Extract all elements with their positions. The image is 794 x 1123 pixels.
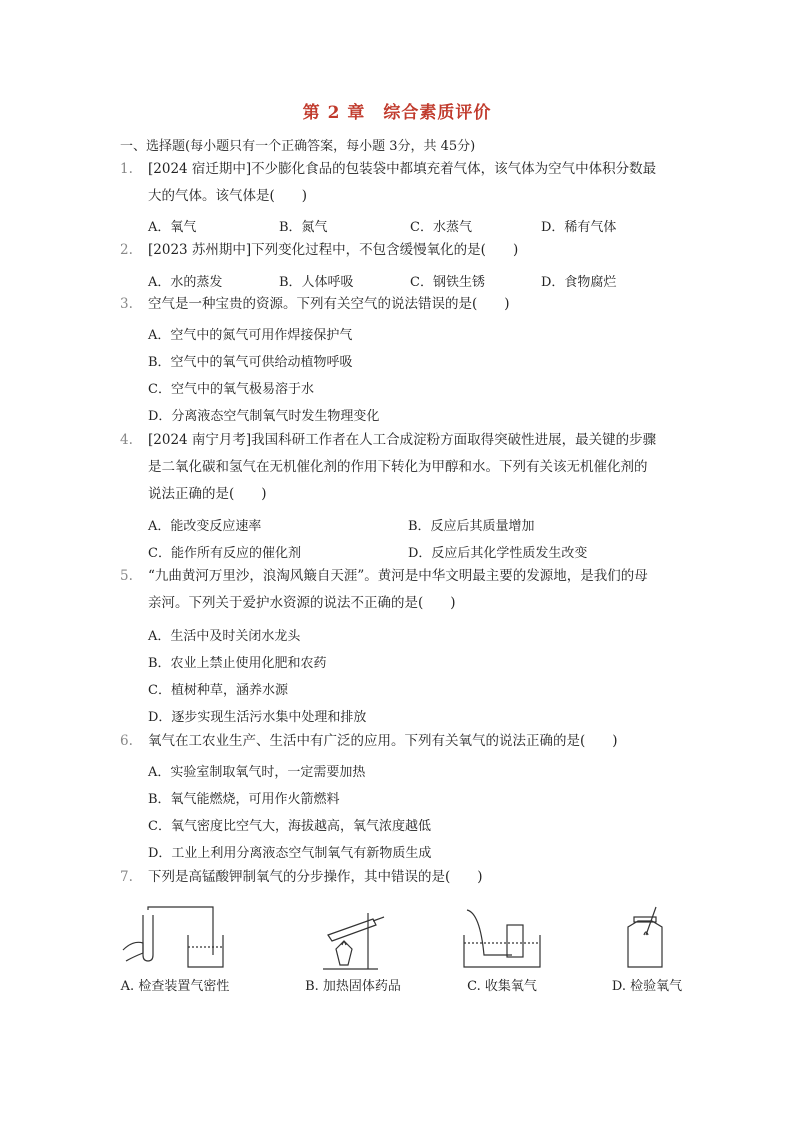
option-c: C．能作所有反应的催化剂 <box>148 546 301 561</box>
question-4 <box>120 427 680 454</box>
option-d: D．逐步实现生活污水集中处理和排放 <box>148 710 367 725</box>
airtightness-check-figure <box>118 905 228 973</box>
question-stem-cont: 是二氧化碳和氢气在无机催化剂的作用下转化为甲醇和水。下列有关该无机催化剂的 <box>148 459 648 475</box>
option-c: C．氧气密度比空气大，海拔越高，氧气浓度越低 <box>148 819 431 834</box>
question-stem: [2023 苏州期中]下列变化过程中，不包含缓慢氧化的是( ) <box>148 242 519 258</box>
options-row <box>148 542 587 561</box>
question-stem-cont: 亲河。下列关于爱护水资源的说法不正确的是( ) <box>148 595 456 611</box>
option-d: D．分离液态空气制氧气时发生物理变化 <box>148 409 380 424</box>
option-a: A．氧气 <box>148 220 197 235</box>
question-stem: 氧气在工农业生产、生活中有广泛的应用。下列有关氧气的说法正确的是( ) <box>148 733 618 749</box>
question-5 <box>120 563 680 590</box>
question-number: 3. <box>120 296 133 312</box>
option-c: C．植树种草，涵养水源 <box>148 683 288 698</box>
option-a: A．实验室制取氧气时，一定需要加热 <box>148 765 366 780</box>
question-stem: [2024 宿迁期中]不少膨化食品的包装袋中都填充着气体，该气体为空气中体积分数最 <box>148 161 657 177</box>
option-d: D．反应后其化学性质发生改变 <box>408 546 588 561</box>
question-number: 1. <box>120 161 133 177</box>
question-number: 6. <box>120 733 133 749</box>
option-d: D．食物腐烂 <box>541 275 617 290</box>
options-row <box>148 216 616 235</box>
option-b: B．农业上禁止使用化肥和农药 <box>148 656 327 671</box>
option-b: B．氮气 <box>279 220 328 235</box>
figure-caption-b: B. 加热固体药品 <box>305 979 401 994</box>
question-stem-cont: 大的气体。该气体是( ) <box>148 188 308 204</box>
question-stem: 空气是一种宝贵的资源。下列有关空气的说法错误的是( ) <box>148 296 510 312</box>
option-d: D．工业上利用分离液态空气制氧气有新物质生成 <box>148 846 432 861</box>
question-stem-cont: 说法正确的是( ) <box>148 486 267 502</box>
question-2 <box>120 237 680 264</box>
question-3 <box>120 291 680 318</box>
question-number: 4. <box>120 432 133 448</box>
option-c: C．水蒸气 <box>410 220 472 235</box>
figure-caption-d: D. 检验氧气 <box>611 979 683 994</box>
option-c: C．钢铁生锈 <box>410 275 485 290</box>
test-oxygen-figure <box>620 905 680 973</box>
option-a: A．水的蒸发 <box>148 275 223 290</box>
question-number: 7. <box>120 869 133 885</box>
question-number: 5. <box>120 568 133 584</box>
option-a: A．生活中及时关闭水龙头 <box>148 629 301 644</box>
option-a: A．能改变反应速率 <box>148 519 262 534</box>
question-stem: [2024 南宁月考]我国科研工作者在人工合成淀粉方面取得突破性进展，最关键的步骤 <box>148 432 657 448</box>
option-b: B．人体呼吸 <box>279 275 354 290</box>
collect-oxygen-figure <box>462 905 542 973</box>
figure-caption-a: A. 检查装置气密性 <box>120 979 230 994</box>
question-6 <box>120 728 680 755</box>
question-1 <box>120 156 680 183</box>
option-d: D．稀有气体 <box>541 220 617 235</box>
question-number: 2. <box>120 242 133 258</box>
section-heading: 一、选择题(每小题只有一个正确答案，每小题 3分，共 45分) <box>120 139 476 154</box>
options-row <box>148 271 616 290</box>
page-title: 第 2 章 综合素质评价 <box>302 103 492 123</box>
option-b: B．氧气能燃烧，可用作火箭燃料 <box>148 792 340 807</box>
option-b: B．反应后其质量增加 <box>408 519 535 534</box>
heating-solid-figure <box>318 905 398 973</box>
option-c: C．空气中的氧气极易溶于水 <box>148 382 314 397</box>
question-stem: 下列是高锰酸钾制氧气的分步操作，其中错误的是( ) <box>148 869 483 885</box>
figure-caption-c: C. 收集氧气 <box>467 979 537 994</box>
options-row <box>148 515 535 534</box>
option-b: B．空气中的氧气可供给动植物呼吸 <box>148 355 353 370</box>
question-7 <box>120 864 680 891</box>
question-stem: “九曲黄河万里沙，浪淘风簸自天涯”。黄河是中华文明最主要的发源地，是我们的母 <box>148 568 648 584</box>
option-a: A．空气中的氮气可用作焊接保护气 <box>148 328 353 343</box>
